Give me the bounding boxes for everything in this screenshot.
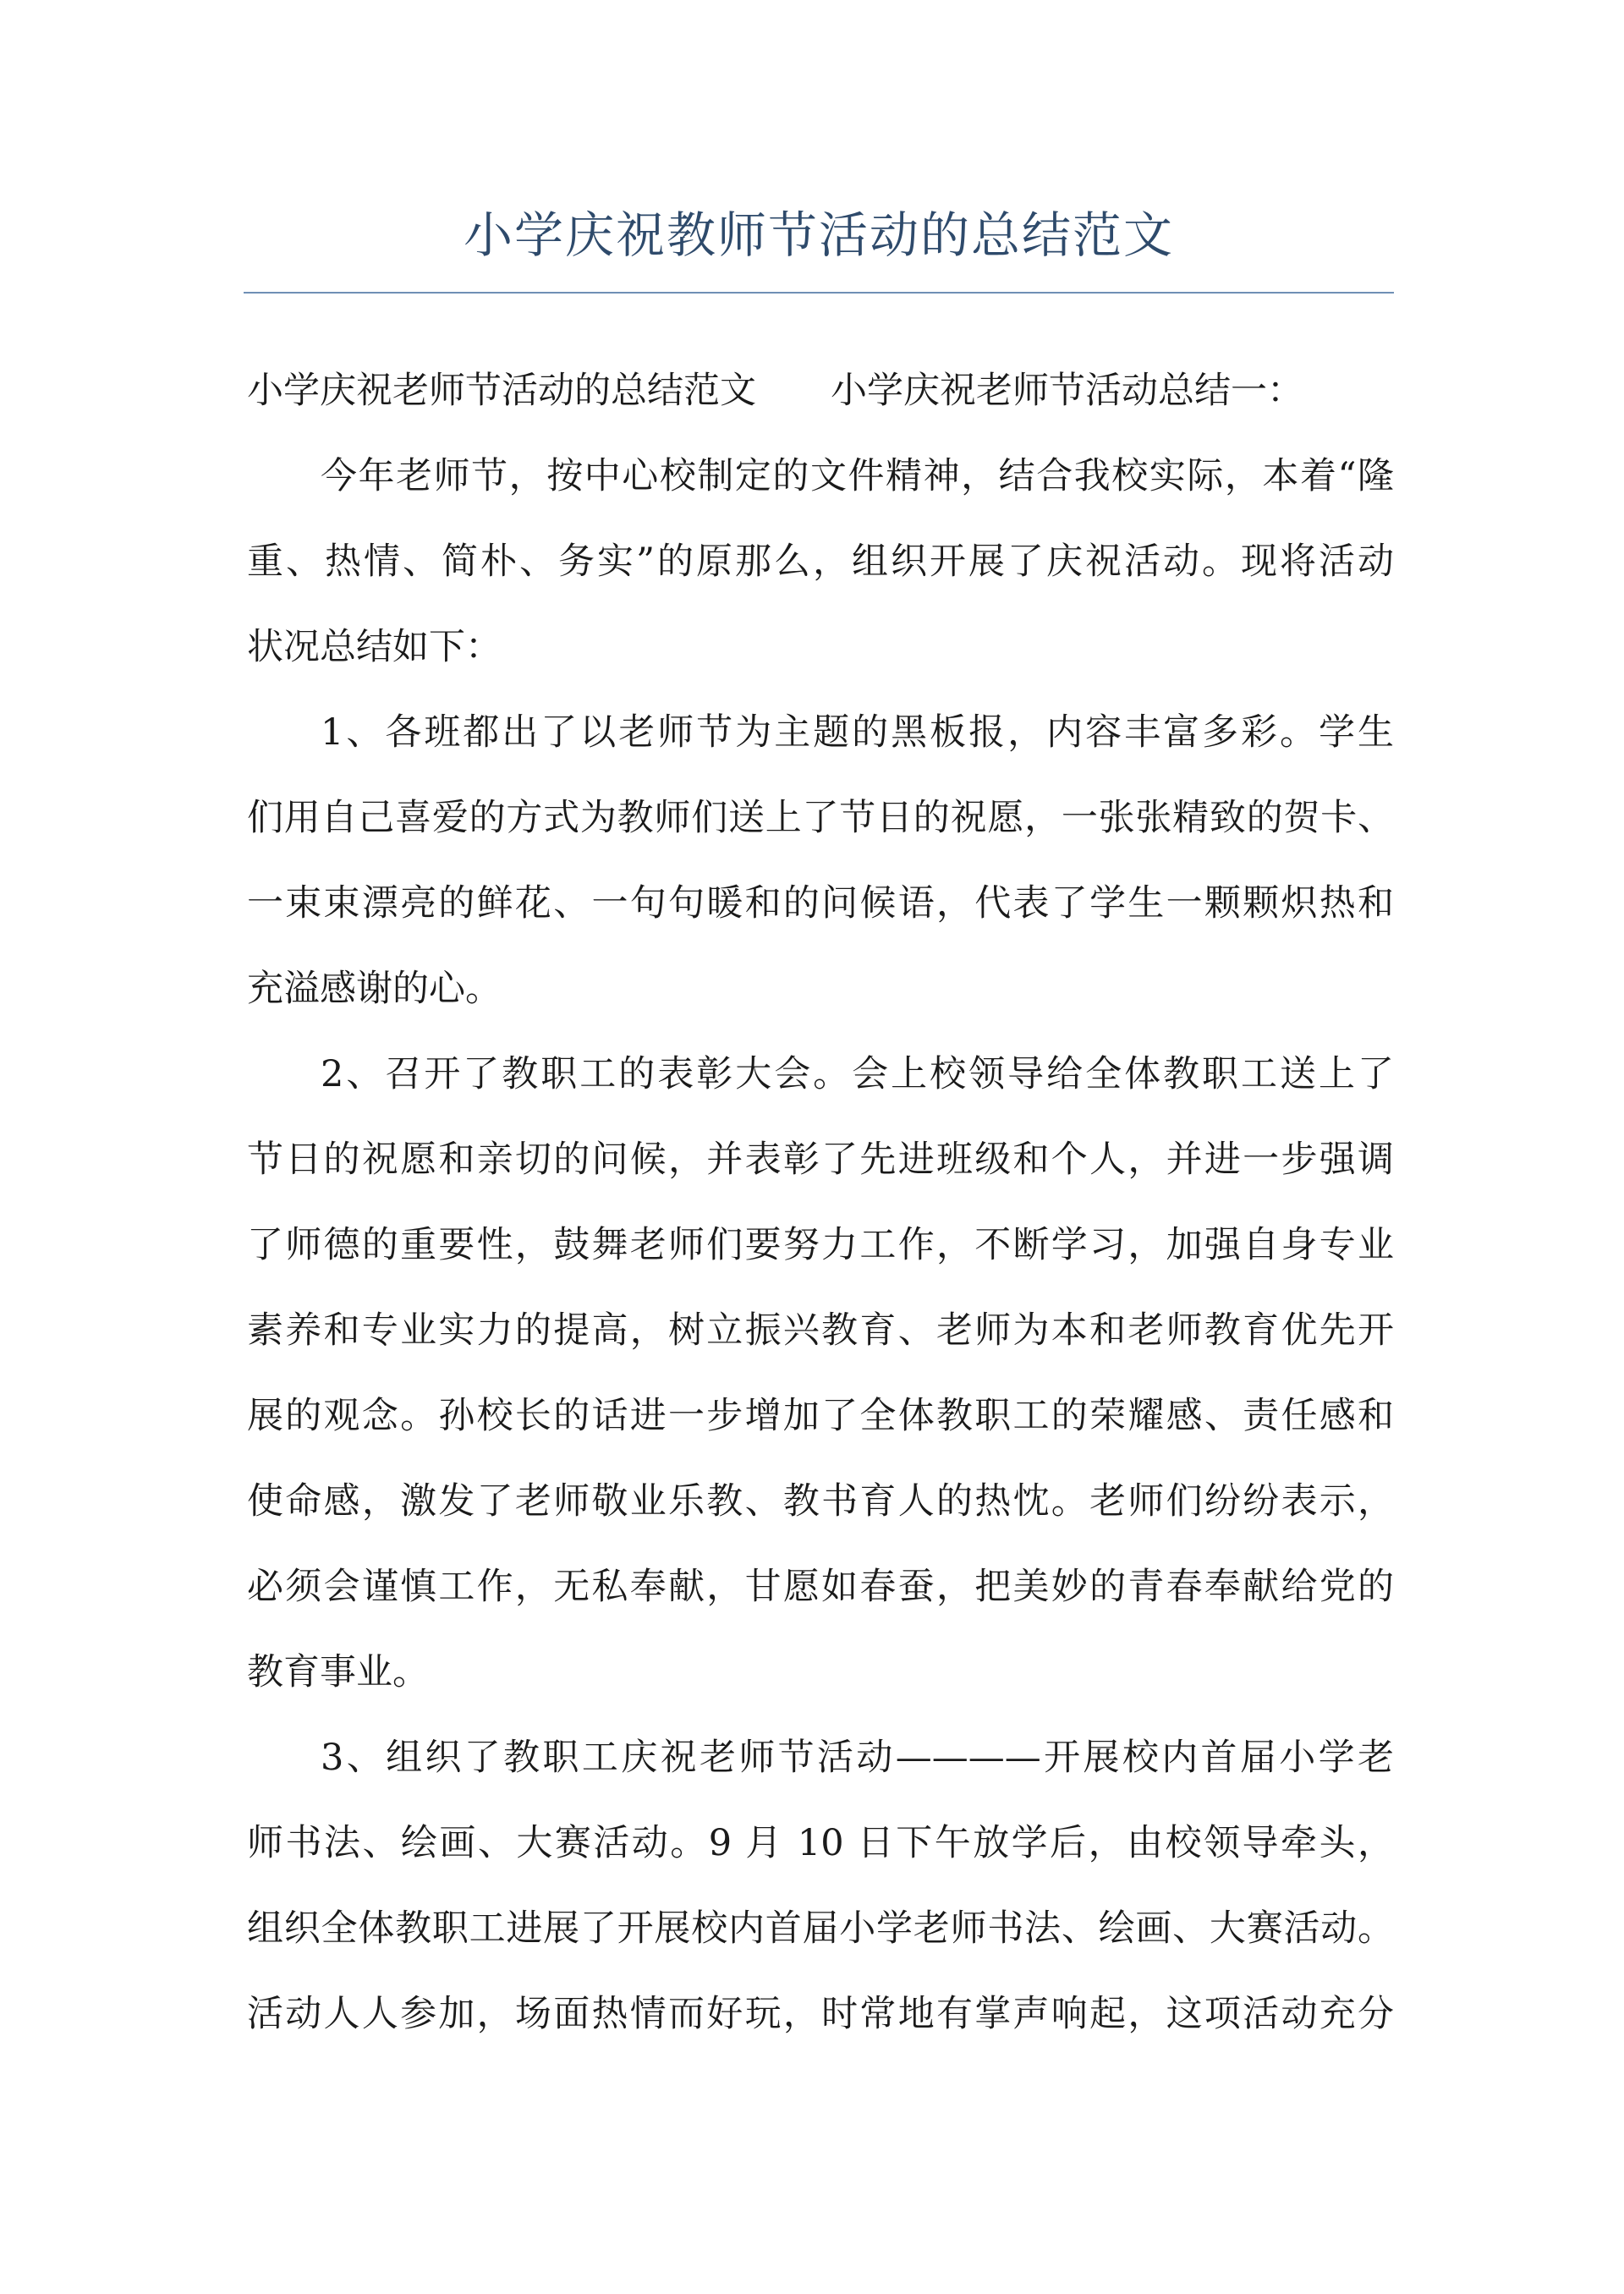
paragraph-line: 1、各班都出了以老师节为主题的黑板报，内容丰富多彩。学生	[321, 711, 1394, 754]
paragraph-line: 师书法、绘画、大赛活动。9 月 10 日下午放学后，由校领导牵头，	[247, 1822, 1394, 1864]
document-title: 小学庆祝教师节活动的总结范文	[463, 206, 1174, 264]
document-body	[247, 348, 1394, 2057]
paragraph-line: 组织全体教职工进展了开展校内首届小学老师书法、绘画、大赛活动。	[247, 1907, 1394, 1950]
title-underline	[244, 292, 1394, 294]
paragraph-line: 必须会谨慎工作，无私奉献，甘愿如春蚕，把美妙的青春奉献给党的	[247, 1566, 1394, 1608]
paragraph-line: 了师德的重要性，鼓舞老师们要努力工作，不断学习，加强自身专业	[247, 1224, 1394, 1266]
intro-right-text: 小学庆祝老师节活动总结一：	[831, 370, 1303, 412]
paragraph-line: 2、召开了教职工的表彰大会。会上校领导给全体教职工送上了	[321, 1053, 1394, 1095]
paragraph-line: 们用自己喜爱的方式为教师们送上了节日的祝愿，一张张精致的贺卡、	[247, 797, 1394, 839]
paragraph-line: 节日的祝愿和亲切的问候，并表彰了先进班级和个人，并进一步强调	[247, 1139, 1394, 1181]
paragraph-line: 展的观念。孙校长的话进一步增加了全体教职工的荣耀感、责任感和	[247, 1395, 1394, 1437]
paragraph-line: 状况总结如下：	[247, 626, 502, 668]
paragraph-line: 重、热情、简朴、务实”的原那么，组织开展了庆祝活动。现将活动	[247, 541, 1394, 583]
intro-line	[247, 348, 1394, 434]
paragraph-line: 充溢感谢的心。	[247, 968, 502, 1010]
paragraph-line: 今年老师节，按中心校制定的文件精神，结合我校实际，本着“隆	[321, 455, 1394, 497]
paragraph-line: 一束束漂亮的鲜花、一句句暖和的问候语，代表了学生一颗颗炽热和	[247, 882, 1394, 925]
paragraph-line: 3、组织了教职工庆祝老师节活动————开展校内首届小学老	[321, 1737, 1394, 1779]
intro-left-text: 小学庆祝老师节活动的总结范文	[247, 370, 756, 412]
paragraph-line: 活动人人参加，场面热情而好玩，时常地有掌声响起，这项活动充分	[247, 1993, 1394, 2035]
paragraph-line: 教育事业。	[247, 1651, 429, 1693]
paragraph-line: 使命感，激发了老师敬业乐教、教书育人的热忱。老师们纷纷表示，	[247, 1480, 1394, 1523]
paragraph-line: 素养和专业实力的提高，树立振兴教育、老师为本和老师教育优先开	[247, 1309, 1394, 1352]
